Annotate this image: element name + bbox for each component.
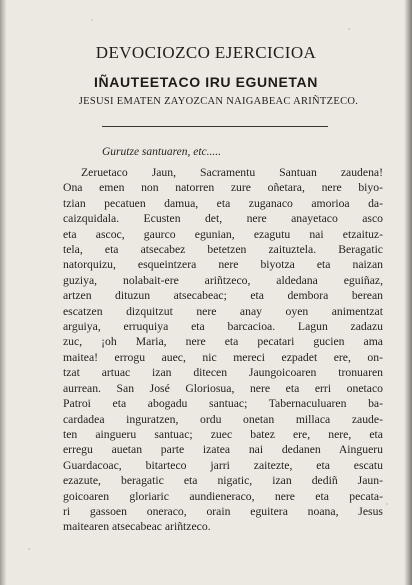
- body-line: escatzen dizquitzut nere anay oyen animentzat: [63, 304, 383, 318]
- body-line: cardadea inguratzen, ordu onetan millaca zaude-: [63, 412, 383, 426]
- body-line: maitea! errogu auec, nic mereci ezpadet ere, on-: [63, 350, 383, 364]
- document-title: DEVOCIOZCO EJERCICIOA: [95, 43, 317, 62]
- body-line: goicoaren gloriaric aundieneraco, nere eta pecata-: [63, 489, 383, 503]
- scan-speck: [91, 19, 93, 21]
- body-line: Patroi eta abogadu santuac; Tabernaculuaren ba-: [63, 397, 383, 411]
- section-label: Gurutze santuaren, etc.....: [102, 146, 222, 158]
- body-line: arguiya, erruquiya eta barcacioa. Lagun zadazu: [63, 320, 383, 334]
- heading-rule: [102, 126, 328, 127]
- body-line: tzat artuac izan ditecen Jaungoicoaren tronuaren: [63, 366, 383, 380]
- body-line: ten aingueru santuac; zuec batez ere, nere, eta: [63, 427, 383, 441]
- body-line: ezazute, beragatic eta nigatic, izan dediñ Jaun-: [63, 474, 383, 488]
- document-heading: JESUSI EMATEN ZAYOZCAN NAIGABEAC ARIÑTZECO.: [78, 96, 359, 107]
- body-line: Guardacoac, bitarteco jarri zaitezte, eta escatu: [63, 458, 383, 472]
- body-line: zuc, ¡oh Maria, nere eta pecatari gucien ama: [63, 335, 383, 349]
- body-line: Ona emen non natorren zure oñetara, nere biyo-: [63, 181, 383, 195]
- body-line: tzian pecatuen damua, eta zuganaco amorioa da-: [63, 196, 383, 210]
- body-line: Zeruetaco Jaun, Sacramentu Santuan zaudena!: [81, 166, 383, 179]
- body-line: guziya, nolabait-ere ariñtzeco, aldedana eguiñaz,: [63, 273, 383, 287]
- body-line: caizquidala. Ecusten det, nere anayetaco asco: [63, 212, 383, 226]
- body-line: aurrean. San José Gloriosua, nere eta erri onetaco: [63, 381, 383, 395]
- body-line: natorquizu, esqueintzera nere biyotza eta naizan: [63, 258, 383, 272]
- scan-speck: [348, 28, 350, 30]
- document-subtitle: IÑAUTEETACO IRU EGUNETAN: [94, 74, 318, 90]
- body-line: erregu auetan parte izatea nai dedanen Aingueru: [63, 443, 383, 457]
- body-line: maitearen atsecabeac ariñtzeco.: [63, 520, 211, 534]
- body-line: ri gassoen oneraco, orain eguitera noana, Jesus: [63, 504, 383, 518]
- body-line: eta ascoc, gaurco egunian, ezagutu nai etzaituz-: [63, 227, 383, 241]
- body-line: artzen dituzun atsecabeac; eta dembora berean: [63, 289, 383, 303]
- scan-speck: [28, 548, 30, 550]
- body-text: [63, 165, 383, 535]
- body-line: tela, eta atsecabez betetzen zaituztela. Beragatic: [63, 243, 383, 257]
- scan-speck: [386, 503, 388, 505]
